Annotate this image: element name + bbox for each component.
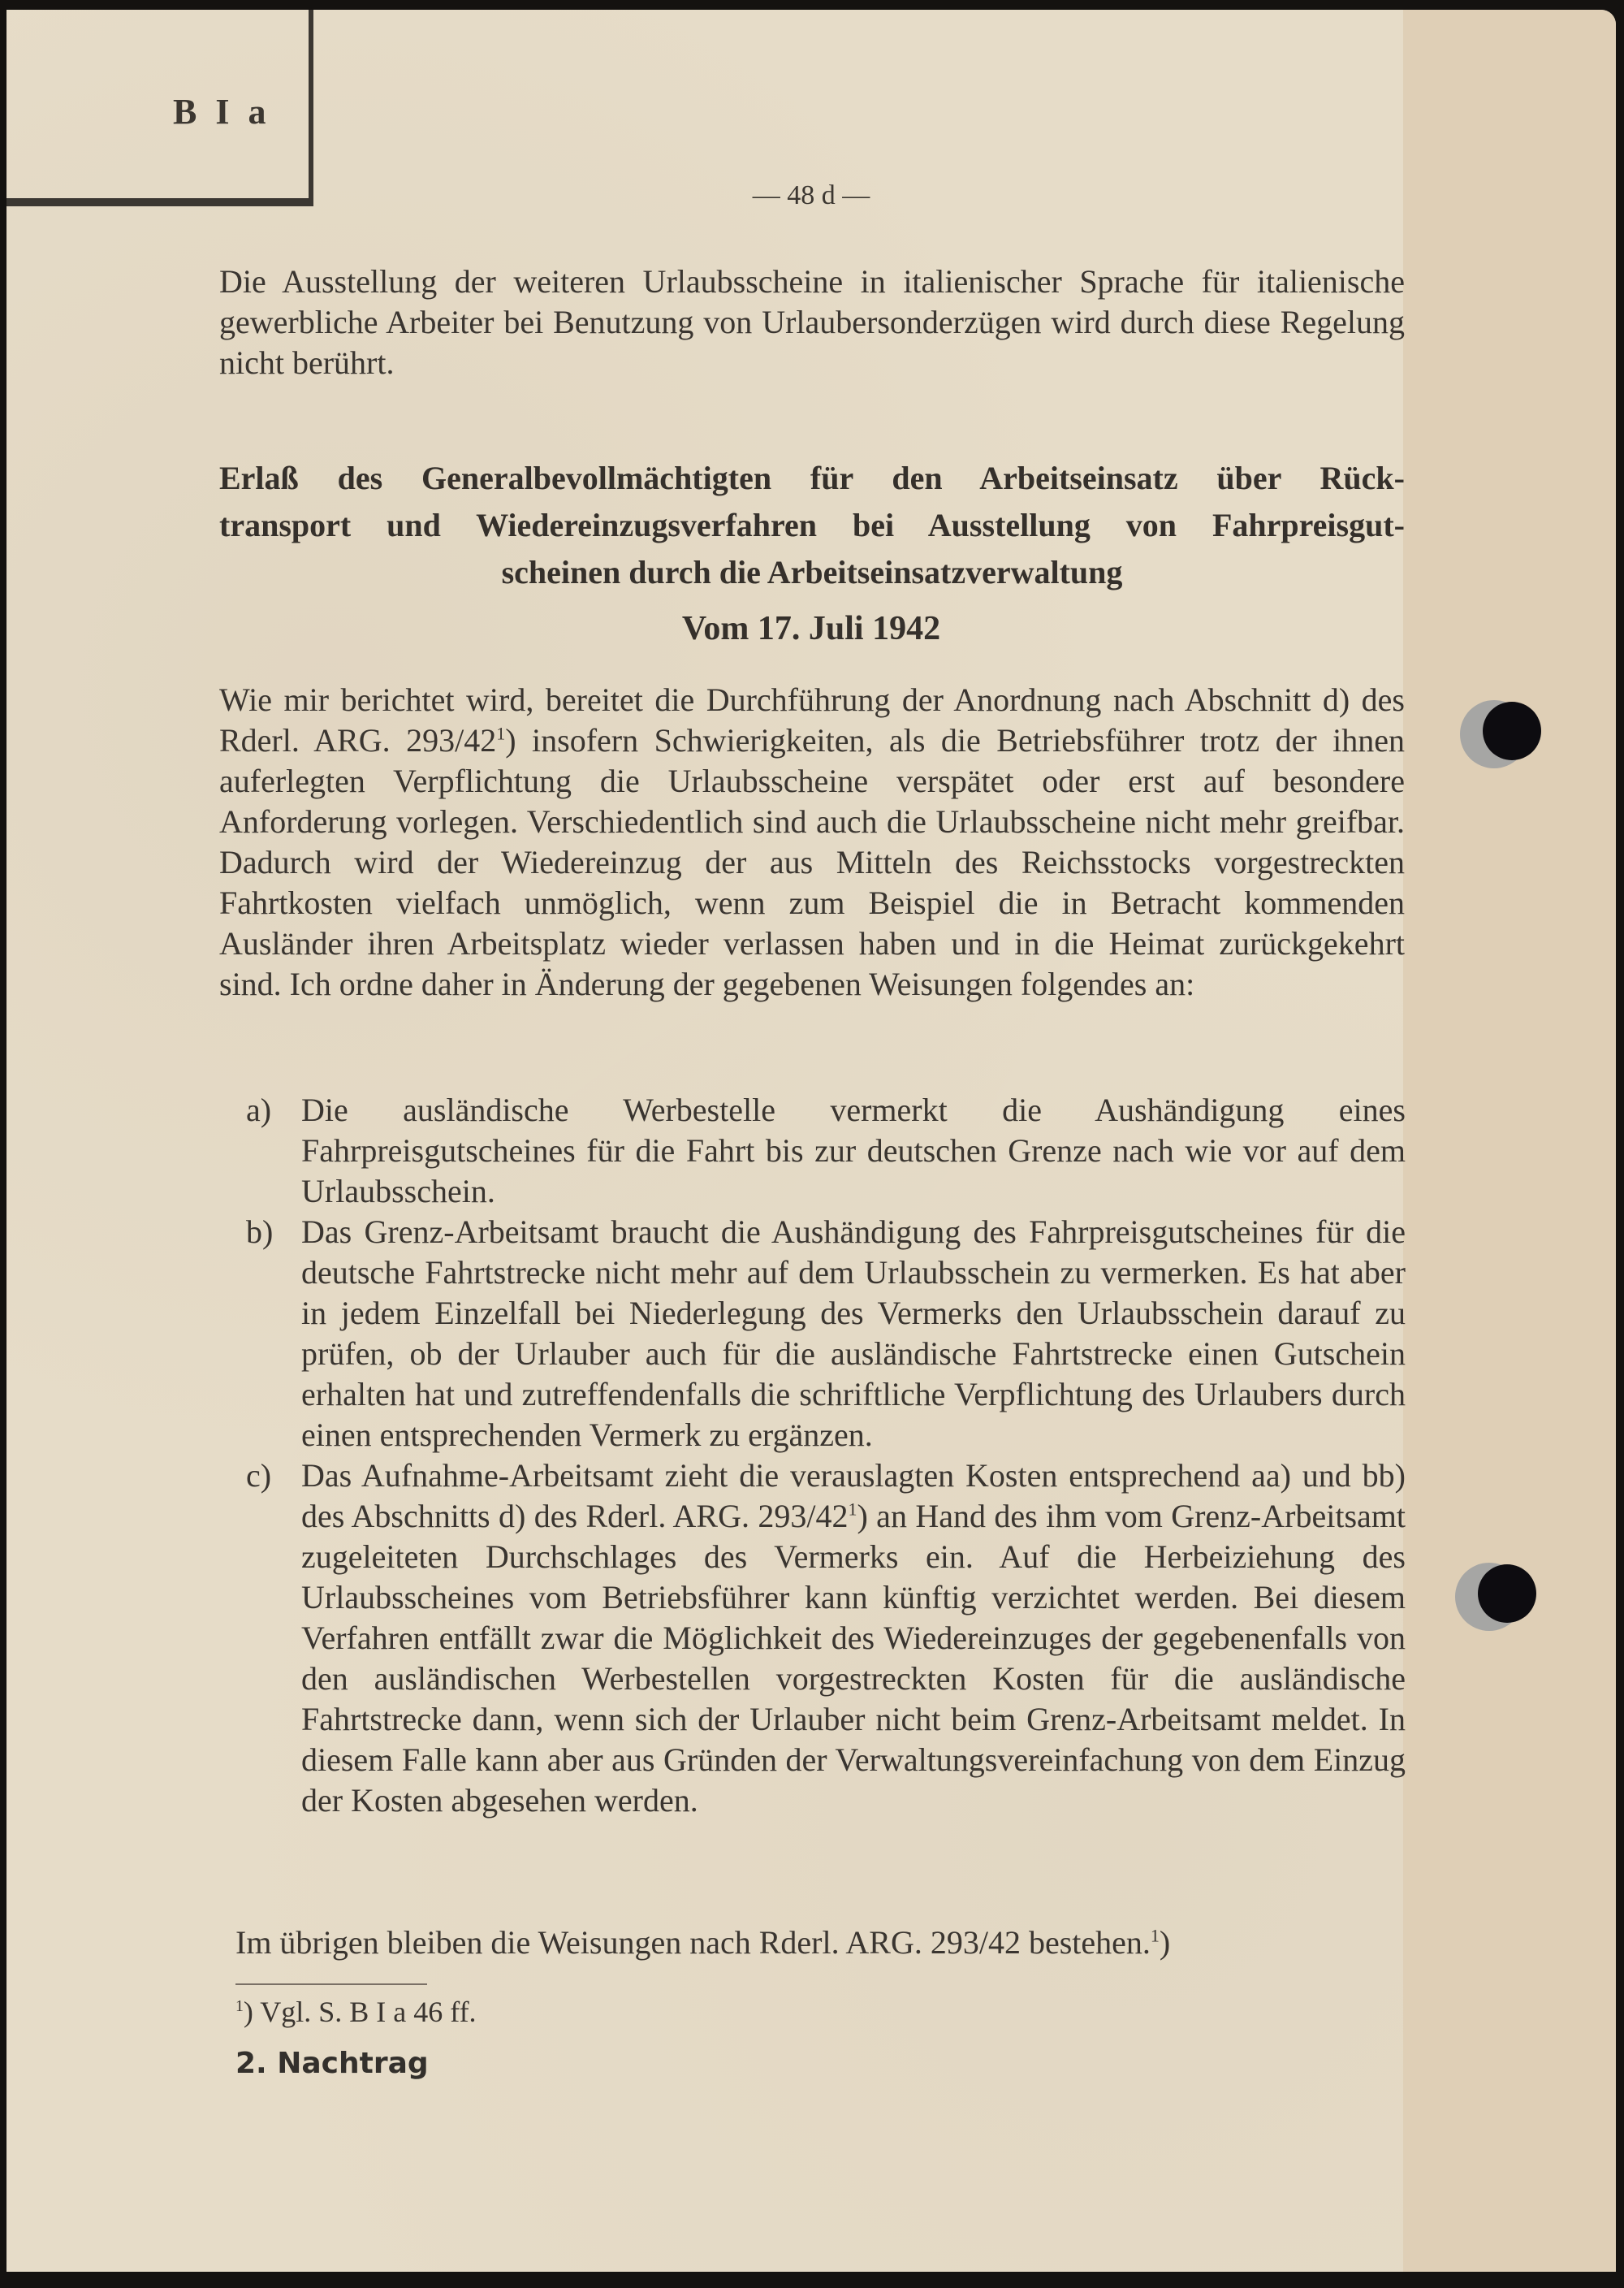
decree-date: Vom 17. Juli 1942: [681, 610, 941, 647]
footnote-reference: 1: [1150, 1925, 1160, 1946]
decree-title-line: Erlaß des Generalbevollmächtigten für den Arbeitseinsatz über Rück-: [219, 460, 1405, 496]
list-item-text: ) an Hand des ihm vom Grenz-Arbeitsamt zugeleiteten Durchschlages des Vermerks ein. Auf die Herbeiziehung des Urlaubsscheines vom Betriebsführer kann künftig verzichtet werden. Bei diesem Verfahren entfällt zwar die Möglichkeit des Wiedereinzuges der gegebenenfalls von den ausländischen Werbestellen vorgestreckten Kosten für die ausländische Fahrtstrecke dann, wenn sich der Urlauber nicht beim Grenz-Arbeitsamt meldet. In diesem Falle kann aber aus Gründen der Verwaltungsvereinfachung von dem Einzug der Kosten abgesehen werden.: [301, 1498, 1406, 1819]
page-edge-strip: [1403, 10, 1616, 2272]
list-marker: a): [246, 1092, 272, 1128]
list-item-c: [246, 1455, 1406, 1821]
footnote: [235, 1992, 477, 2032]
list-item-text: Das Grenz-Arbeitsamt braucht die Aushändigung des Fahrpreisgutscheines für die deutsche Fahrtstrecke nicht mehr auf dem Urlaubsschein zu vermerken. Es hat aber in jedem Einzelfall bei Niederlegung des Vermerks den Urlaubsschein darauf zu prüfen, ob der Urlauber auch für die ausländische Fahrtstrecke einen Gutschein erhalten hat und zutreffendenfalls die schriftliche Verpflichtung des Urlaubers durch einen entsprechenden Vermerk zu ergänzen.: [301, 1213, 1406, 1453]
list-marker: c): [246, 1457, 272, 1494]
punch-hole-icon: [1483, 702, 1541, 760]
footnote-mark: 1: [235, 1997, 244, 2015]
intro-paragraph: Die Ausstellung der weiteren Urlaubsscheine in italienischer Sprache für italienische gewerbliche Arbeiter bei Benutzung von Urlaubersonderzügen wird durch diese Regelung nicht berührt.: [219, 263, 1405, 381]
list-item-text: Die ausländische Werbestelle vermerkt die Aushändigung eines Fahrpreisgutscheines für die Fahrt bis zur deutschen Grenze nach wie vor auf dem Urlaubsschein.: [301, 1092, 1406, 1209]
decree-title-line: scheinen durch die Arbeitseinsatzverwaltung: [501, 554, 1123, 590]
list-item-b: [246, 1212, 1406, 1455]
footnote-reference: 1: [496, 723, 506, 744]
section-code: B I a: [173, 92, 271, 132]
footnote-divider: [235, 1983, 427, 1985]
footnote-reference: 1: [848, 1499, 857, 1520]
document-page: [6, 10, 1616, 2272]
list-item-text: Das Aufnahme-Arbeitsamt zieht die verauslagten Kosten entsprechend aa) und bb) des Abschnitts d) des Rderl. ARG. 293/42: [301, 1457, 1406, 1534]
decree-body-text: ) insofern Schwierigkeiten, als die Betriebsführer trotz der ihnen auferlegten Verpflichtung die Urlaubsscheine verspätet oder erst auf besondere Anforderung vorlegen. Verschiedentlich sind auch die Urlaubsscheine nicht mehr greifbar. Dadurch wird der Wiedereinzug der aus Mitteln des Reichsstocks vorgestreckten Fahrtkosten vielfach unmöglich, wenn zum Beispiel die in Betracht kommenden Ausländer ihren Arbeitsplatz wieder verlassen haben und in die Heimat zurückgekehrt sind. Ich ordne daher in Änderung der gegebenen Weisungen folgendes an:: [219, 722, 1406, 1002]
footnote-text: ) Vgl. S. B I a 46 ff.: [243, 1996, 477, 2028]
list-item-a: [246, 1090, 1406, 1212]
decree-title-line: transport und Wiedereinzugsverfahren bei Ausstellung von Fahrpreisgut-: [219, 507, 1405, 543]
decree-body-text: Wie mir berichtet wird, bereitet die Durchführung der Anordnung nach Abschnitt d) des Rderl. ARG. 293/42: [219, 681, 1405, 759]
list-marker: b): [246, 1213, 274, 1250]
punch-hole-icon: [1478, 1564, 1536, 1623]
instruction-list: [246, 1090, 1406, 1821]
supplement-label: 2. Nachtrag: [235, 2047, 429, 2080]
page-number: — 48 d —: [752, 180, 870, 210]
closing-sentence: [235, 1923, 1421, 1963]
decree-body: [219, 680, 1405, 1005]
closing-text: Im übrigen bleiben die Weisungen nach Rderl. ARG. 293/42 bestehen.: [235, 1924, 1151, 1961]
decree-title: [219, 455, 1405, 596]
closing-text-end: ): [1159, 1924, 1171, 1961]
